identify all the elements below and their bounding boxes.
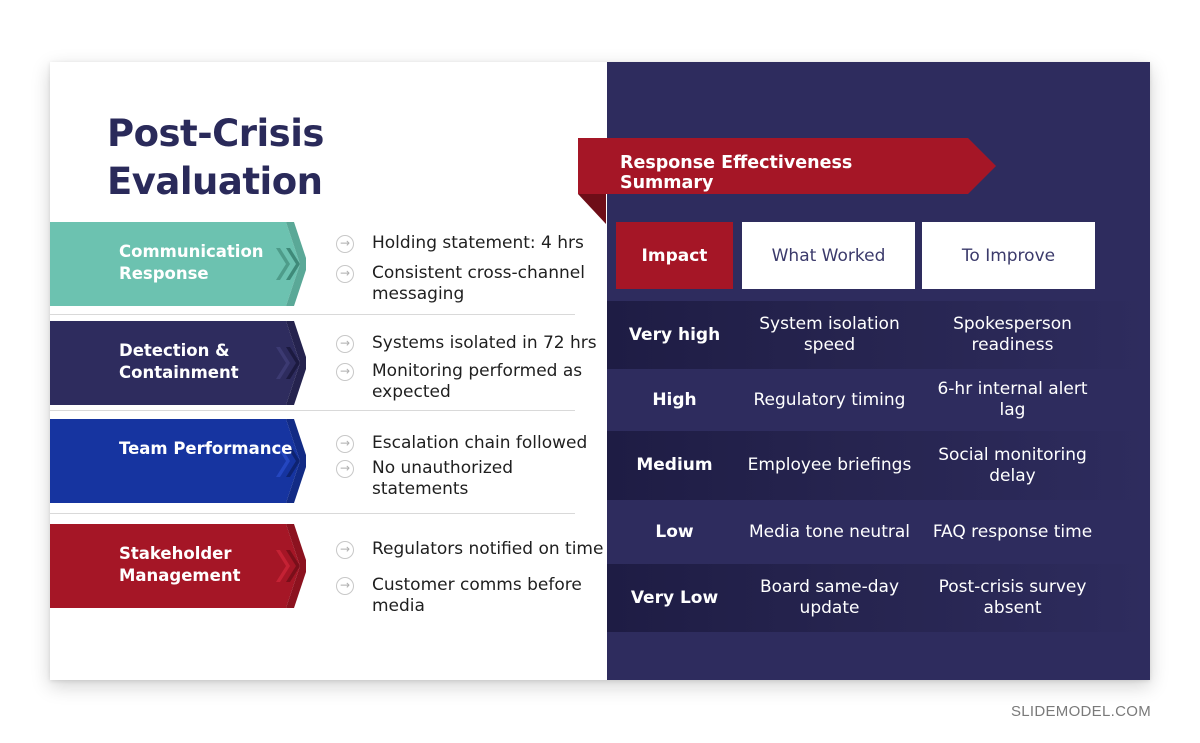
band-shape [50,419,306,503]
worked-cell: Media tone neutral [749,521,910,542]
arrow-right-circle-icon: → [336,265,354,283]
category-label: Stakeholder Management [119,544,241,585]
arrow-right-circle-icon: → [336,577,354,595]
table-row [607,564,1150,632]
impact-cell: Very Low [630,587,719,608]
divider [50,314,575,315]
impact-cell: Low [655,521,694,542]
title-line-1: Post-Crisis [107,112,324,155]
arrow-right-circle-icon: → [336,363,354,381]
category-detection [50,321,305,405]
summary-title: Response Effectiveness Summary [620,153,853,193]
arrow-right-circle-icon: → [336,235,354,253]
table-row [607,500,1150,564]
worked-cell: System isolation speed [759,314,900,355]
header-to-improve: To Improve [922,222,1095,289]
category-team [50,419,305,503]
impact-cell: Very high [628,324,721,345]
arrow-right-circle-icon: → [336,335,354,353]
improve-cell: Post-crisis survey absent [938,577,1087,618]
worked-cell: Board same-day update [759,577,900,618]
improve-cell: 6-hr internal alert lag [937,379,1088,420]
divider [50,513,575,514]
improve-cell: FAQ response time [932,521,1093,542]
table-row [607,301,1150,369]
table-row [607,431,1150,500]
header-impact: Impact [616,222,733,289]
title-line-2: Evaluation [107,160,323,203]
arrow-right-circle-icon: → [336,435,354,453]
category-label: Team Performance [119,439,293,458]
table-row [607,369,1150,431]
impact-cell: Medium [636,455,713,475]
page-title [107,110,467,206]
arrow-right-circle-icon: → [336,541,354,559]
impact-cell: High [652,389,697,410]
worked-cell: Regulatory timing [753,389,906,410]
header-what-worked: What Worked [742,222,915,289]
arrow-right-circle-icon: → [336,460,354,478]
improve-cell: Spokesperson readiness [953,314,1072,355]
watermark: SLIDEMODEL.COM [1010,703,1151,720]
category-label: Detection & Containment [119,341,239,382]
divider [50,410,575,411]
category-stakeholder [50,524,305,608]
category-label: Communication Response [119,242,264,283]
worked-cell: Employee briefings [747,455,912,475]
improve-cell: Social monitoring delay [938,444,1087,486]
slide: Post-Crisis Evaluation Communication Response → Holding statement: 4 hrs → Consistent cross-channel messaging Detection & Containment → Systems isolated in 72 hrs → Monitoring performed as expected Team Performance → Escalation chain followed → No unauthorized statements Stakeholder Management → Regulators notified on time → Customer comms before media Response Effectiveness Summary Impact What Worked To Improve Very high System isolation speed Spokesperson readiness High Regulatory timing 6-hr internal alert lag Medium Employee briefings Social monitoring delay Low Media tone neutral FAQ response time Very Low Board same-day update Post-crisis survey absent [50,62,1150,680]
category-communication [50,222,305,306]
